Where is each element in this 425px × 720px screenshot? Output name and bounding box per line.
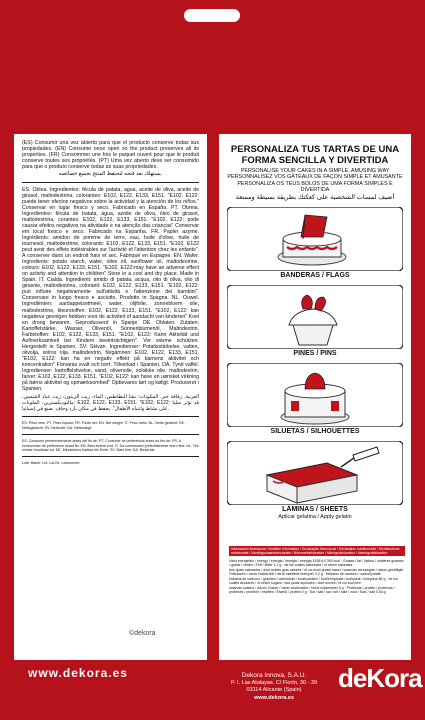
logo-wordmark: deKora	[338, 663, 422, 693]
caption-silhouettes: SILUETAS / SILHOUETTES	[270, 428, 360, 436]
storage-instructions-ar: يستهلك بعد فتحه لتحتفظ المنتج بجميع خصائصه.	[58, 171, 163, 178]
caption-pins: PINES / PINS	[293, 350, 337, 358]
website-link[interactable]: www.dekora.es	[28, 666, 128, 680]
copyright: ©dekora	[129, 630, 156, 637]
net-weight-label: ES. Peso neto: PT. Peso líquido: FR. Poids net: EN. Net weight: IT. Peso netto: NL. Netto gewicht: DE. Nettogewicht: SV. Nettovikt: DA. Nettovægt:	[22, 421, 185, 430]
usage-subtitle-ar: أضيف لمسات الشخصية على كعكتك بطريقة بسيطة وممتعة	[235, 193, 395, 201]
divider	[22, 416, 199, 417]
usage-panel	[219, 134, 411, 660]
best-before-label: ES. Consumir preferentemente antes del fin de: PT. Consumir de preferência antes do fim de: FR. A consommer de préférence avant fin: EN. Best before end: IT. Da consumarsi preferibilmente entro fine: NL. Ten minste houdbaar tot: DE. Mindestens haltbar bis Ende: SV. Bäst före: DA. Bedst før:	[22, 439, 199, 452]
ingredients-text: ES. Oblea. Ingredientes: fécula de patata, agua, aceite de oliva, aceite de girasol, maltodextrina, colorantes: E102, E122, E133, E151. "E102, E122: puede tener efectos negativos sobre la actividad y la atención de los niños." Conservar en lugar fresco y seco. Fabricado en España. PT. Obreia. Ingredientes: fécula de batata, água, azeite de oliva, óleo de girasol, maltodextrina, corantes: E102, E122, E133, E151. "E102, E122: pode causar efeitos negativos na atividade e na atenção das crianças" Conservar em local fresco e seco. Fabricado na Espanha. FR. Papier azyme. Ingrédients: amidon de pomme de terre, eau, huile d'olive, huile de tournesol, maltodextrine, colorants: E102, E122, E133, E151. "E102, E122 peut avoir des effets indésirables sur l'activité et l'attention chez les enfants". A conserver dans un endroit frais et sec. Fabriqué en Espagne. EN. Wafer. Ingredients: potato starch, water, olive oil, sunflower oil, maltodextrine, colours: E102, E122, E133, E151. "E102, E122:may have an adverse effect on activity and attention in children" Store in a cool and dry place. Made in Spain. IT. Cialda. Ingredienti: amido di patata, acqua, olio di oliva, olio di girasole, maltodestrina, coloranti: E102, E122, E133, E151. "E102, E122: può influire negativamente sull'attività e l'attenzione dei bambini". Conservare in luogo fresco e asciutto. Prodotto in Spagna. NL. Ouwel. Ingrediënten: aardappelzetmeel, water, olijfolie, zonnebloem olie, maltodextrine, kleurstoffen: E102, E122, E133, E151. "E102, E122: kan negatieve gevolgen hebben voor de activiteit of aandacht van kinderen" Koel en droog bewaren. Geproduceerd in Spanje. DE. Oblaten. Zutaten: Kartoffelstärke, Wasser, Olivenöl, Sonnenblumenöl, Maltodextrin, Farbstoffen: E102, E122, E133, E151. "E102, E122: Kann Aktivität und Aufmerksamkeit bei Kindern beeinträchtigen". Vor wärme schützen. Hergestellt in Spanien. SV. Skivan. Ingredienser: Potatisstärkelse, vatten, olivolja, solros olja, maltodextrin, färgämnen: E102, E122, E133, E151. "E102, E122: kan ha en negativ effekt på barnens aktivitet och koncentration" Förvaras svalt och torrt. Tillverkad i Spanien. DA. Tynd vaffel. Ingredienser: kartoffelstivelse, vand, olivenolie, solsikke olie, maltodextrin, farver: E102, E122, E133, E151. "E102, E122: kan have en uønsket virkning på børns aktivitet og opmærksomhed" Opbevares tørt og køligt. Produceret i Spanien.	[22, 186, 199, 393]
hang-hole	[184, 9, 240, 22]
divider	[22, 456, 199, 457]
cake-sheet-illustration	[227, 441, 403, 505]
company-website[interactable]: www.dekora.es	[254, 694, 294, 701]
caption-sheets: LÁMINAS / SHEETS	[282, 506, 348, 514]
nutrition-row: waarvan suikers / davon Zucker / varav sockerarter / heraf sukkerarter 0 g · Proteínas / protein / proteínas / protéines / proteine / eiwitten / Eiweiß / protein 0 g · Sal / salt / sal / sel / sale / zout / Salz / salt 0,53 g	[229, 586, 395, 595]
ingredients-text-ar: العربية. رقاقة خبز. المكونات: نشا البطاطس، الماء، زيت الزيتون، زيت عباد الشمس، مالتوديكسترين، الملونات: E102، E122، E133، E151. "E102، E122: قد تؤثر سلبا على نشاط وانتباه الأطفال". يحفظ في مكان بارد وجاف. صنع في إسبانيا.	[22, 394, 199, 413]
storage-instructions: (ES) Consumir una vez abierto para que el producto conserve todas sus propiedades. (EN) Consume once open so the product preserves all its properties. (FR) Consommer une fois le paquet ouvert pour que le produit conserve toutes ses propriétés. (PT) Uma vez aberto deve ser consumido para que o produto conserve todas as suas propriedades.	[22, 140, 199, 171]
city-line: 03114 Alicante (Spain)	[246, 687, 302, 693]
nutrition-header: Información Nutricional / Nutrition Information / Declaração Nutricional / Déclaration nutritionnelle / Dichiarazione nutrizionale / Voedingswaardedeclaratie / Nährwertdeklaration / Näringsdeklaration / Næringsdeklaration	[229, 546, 405, 556]
cake-silhouette-illustration	[227, 363, 403, 427]
caption-apply-gelatin: Aplicar gelatina / Apply gelatin	[278, 514, 352, 521]
ingredients-panel	[14, 134, 207, 660]
divider	[22, 434, 199, 435]
cupcake-pin-illustration	[227, 285, 403, 349]
nutrition-row: hidratos de carbono / glucides / carboidrati / koolhydraten / Kohlenhydrate / kolhydrat / kulhydrat 88 g · de los cuales azúcares / of which sugars / dos quais açúcares / dont sucres / di cui zuccheri	[229, 577, 398, 586]
cake-flag-illustration	[227, 207, 403, 271]
address-line: P. I. Las Atalayas. C/ Florín, 30 - 39	[230, 679, 318, 686]
caption-flags: BANDERAS / FLAGS	[280, 272, 350, 280]
company-address	[216, 672, 332, 702]
dekora-logo	[338, 660, 422, 698]
company-name: Dekora Innova, S.A.U.	[241, 672, 307, 679]
divider	[22, 182, 199, 183]
usage-title: PERSONALIZA TUS TARTAS DE UNA FORMA SENCILLA Y DIVERTIDA	[230, 144, 400, 166]
usage-subtitle-pt: PERSONALIZA OS TEUS BOLOS DE UMA FORMA SIMPLES E DIVERTIDA	[237, 180, 393, 194]
nutrition-row: dos quais saturados / dont acides gras saturés / di cui acidi grassi saturi / waarvan verzadigde / davon gesättigte Fettsäuren / varav mättat fett / heraf mættede fedtsyrer 0,2 g · Hidratos de carbono / carbohydrate	[229, 568, 404, 577]
top-band	[0, 0, 425, 36]
nutrition-row: Valor energético / energy / energia / énergie / energia 1538 kJ/ 360 kcal · Grasas / fat / lípidos / matières grasses / grassi / vetten / Fett / fetter 1,1 g · de las cuales saturadas / of which saturates	[229, 559, 404, 568]
usage-subtitle-en: PERSONALISE YOUR CAKES IN A SIMPLE, AMUSING WAY	[240, 168, 390, 174]
usage-subtitle-fr: PERSONNALISEZ VOS GÂTEAUX DE FAÇON SIMPLE ET AMUSANTE	[227, 174, 403, 181]
lot-label: Lote: Batch: Lot: Lot-Nr: Lotnummer:	[22, 461, 81, 466]
